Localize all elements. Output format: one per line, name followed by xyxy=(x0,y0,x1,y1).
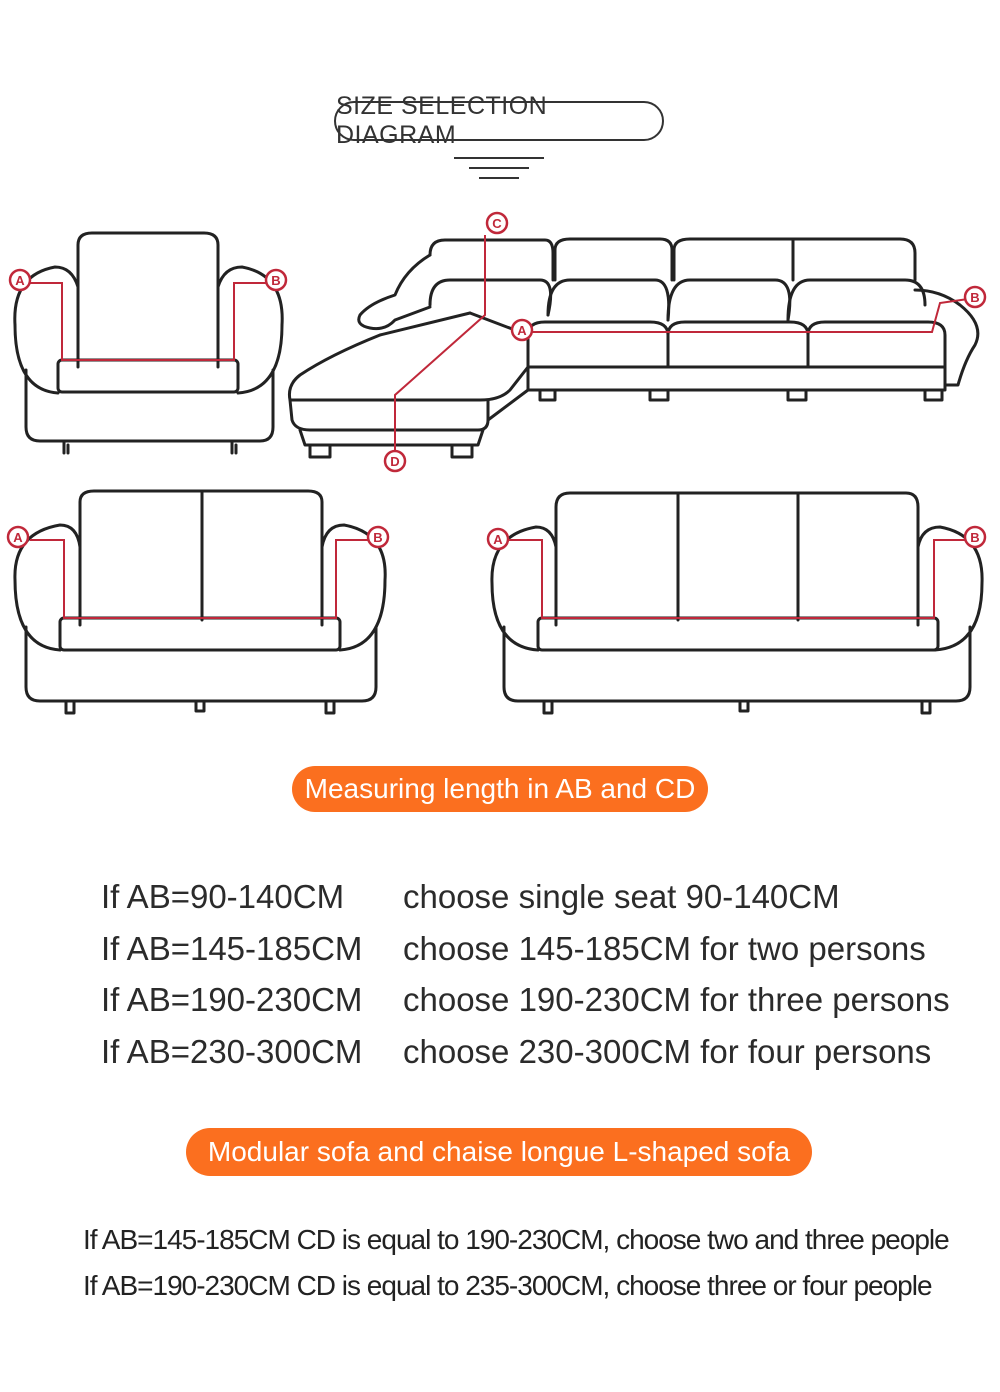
modular-note: If AB=190-230CM CD is equal to 235-300CM, choose three or four people xyxy=(83,1270,932,1301)
rule-condition: If AB=230-300CM xyxy=(101,1033,363,1070)
svg-text:A: A xyxy=(13,530,23,545)
diagram-title: SIZE SELECTION DIAGRAM xyxy=(334,101,664,141)
svg-text:D: D xyxy=(390,454,400,469)
marker-b-icon xyxy=(266,270,985,547)
marker-c-icon xyxy=(487,213,507,233)
rule-result: choose 190-230CM for three persons xyxy=(403,981,950,1018)
sofa-measurement-diagram xyxy=(0,195,1000,740)
armchair-illustration xyxy=(15,233,282,453)
marker-a-icon xyxy=(8,270,532,549)
modular-note: If AB=145-185CM CD is equal to 190-230CM, choose two and three people xyxy=(83,1224,949,1255)
modular-banner: Modular sofa and chaise longue L-shaped sofa xyxy=(186,1128,812,1176)
rule-condition: If AB=190-230CM xyxy=(101,981,363,1018)
three-seat-sofa-illustration xyxy=(492,493,982,713)
svg-text:A: A xyxy=(15,273,25,288)
svg-text:C: C xyxy=(492,216,502,231)
title-decoration xyxy=(454,157,544,183)
svg-text:B: B xyxy=(970,530,980,545)
sectional-illustration xyxy=(289,239,980,457)
rule-result: choose single seat 90-140CM xyxy=(403,878,840,915)
svg-text:A: A xyxy=(493,532,503,547)
rule-condition: If AB=90-140CM xyxy=(101,878,345,915)
svg-text:B: B xyxy=(271,273,281,288)
svg-text:A: A xyxy=(517,323,527,338)
rule-condition: If AB=145-185CM xyxy=(101,930,363,967)
three-seat-measure-line xyxy=(508,540,968,618)
measuring-banner: Measuring length in AB and CD xyxy=(292,766,708,812)
svg-text:B: B xyxy=(373,530,383,545)
loveseat-illustration xyxy=(15,491,385,713)
rule-result: choose 230-300CM for four persons xyxy=(403,1033,932,1070)
armchair-measure-line xyxy=(30,283,266,360)
marker-d-icon xyxy=(385,451,405,471)
sectional-measure-lines xyxy=(395,235,968,455)
svg-text:B: B xyxy=(970,290,980,305)
rule-result: choose 145-185CM for two persons xyxy=(403,930,926,967)
